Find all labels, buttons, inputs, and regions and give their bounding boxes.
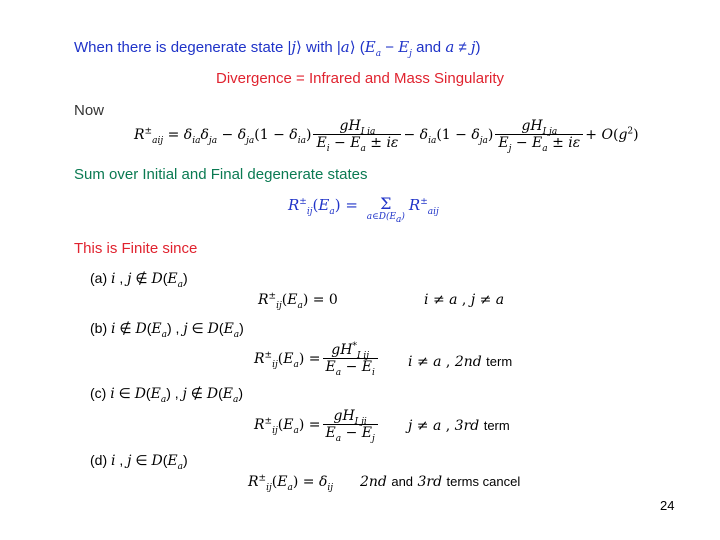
case-b-condition: i ≠ a , 2nd term: [408, 354, 513, 370]
case-d-condition: 2nd and 3rd terms cancel: [360, 474, 521, 490]
now-label: Now: [74, 102, 105, 119]
degenerate-heading: When there is degenerate state |j⟩ with |a⟩ ($E_a - E_j$ and a ≠ j): [74, 38, 481, 59]
case-d-equation: $R^\pm_{ij}(E_a) = \delta_{ij}$: [248, 473, 334, 493]
case-c-condition: j ≠ a , 3rd term: [408, 418, 510, 434]
case-b-label: (b) i ∉ $D(E_a)$ , j ∈ $D(E_a)$: [90, 320, 244, 340]
case-c-equation: $R^\pm_{ij}(E_a)$ = $\frac{gH_{I ji}}{E_a - E_j}$: [254, 408, 380, 441]
case-a-condition: i ≠ a , j ≠ a: [424, 292, 505, 308]
sum-equation: $R^\pm_{ij}(E_a)$ = Σ $a\in D(E_a)$ $R^\pm_{aij}$: [288, 194, 439, 225]
scattering-equation: $R^\pm_{aij}$ = $\delta_{ia}\delta_{ja}$ − $\delta_{ja}(1 - \delta_{ia})$ $\frac{gH_{I ia}}{E_i - E_a \pm i\varepsilon}$ − $\delta_{ia}(1 - \delta_{ja})$ $\frac{gH_{I ja}}{E_j - E_a \pm i\varepsilon}$ + $O(g^2)$: [134, 118, 639, 154]
divergence-line: Divergence = Infrared and Mass Singularity: [216, 70, 505, 87]
case-a-label: (a) i , j ∉ $D(E_a)$: [90, 270, 188, 290]
sum-heading: Sum over Initial and Final degenerate states: [74, 166, 368, 183]
finite-heading: This is Finite since: [74, 240, 198, 257]
page-number: 24: [660, 498, 675, 513]
case-d-label: (d) i , j ∈ $D(E_a)$: [90, 452, 188, 472]
case-a-equation: $R^\pm_{ij}(E_a) = 0$: [258, 291, 338, 311]
case-b-equation: $R^\pm_{ij}(E_a)$ = $\frac{gH^*_{I ij}}{E_a - E_i}$: [254, 342, 380, 375]
case-c-label: (c) i ∈ $D(E_a)$ , j ∉ $D(E_a)$: [90, 385, 244, 405]
